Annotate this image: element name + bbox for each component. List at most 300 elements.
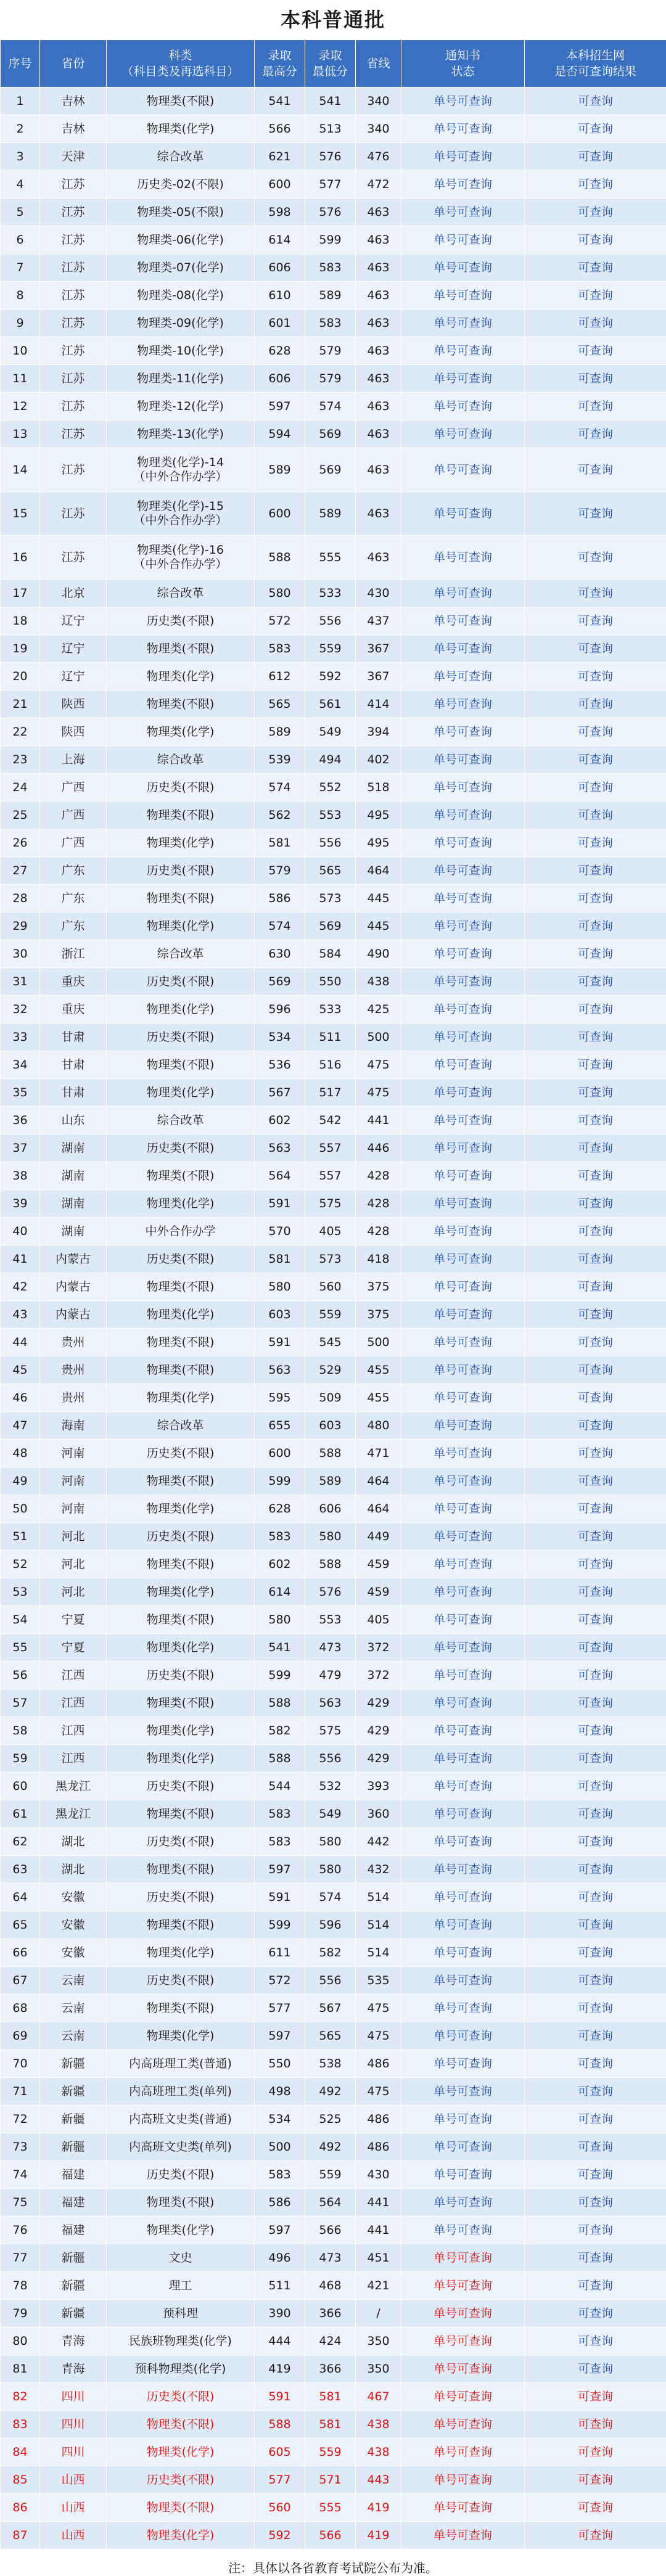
row-query-result[interactable]: 可查询 [525, 1218, 666, 1245]
row-notice-status[interactable]: 单号可查询 [401, 1356, 525, 1384]
table-row [1, 885, 666, 913]
row-province-line: 480 [356, 1412, 401, 1440]
row-notice-status[interactable]: 单号可查询 [401, 2244, 525, 2272]
row-query-result[interactable]: 可查询 [525, 2078, 666, 2106]
table-row [1, 1717, 666, 1745]
row-query-result[interactable]: 可查询 [525, 2439, 666, 2466]
row-max-score: 562 [255, 802, 305, 829]
table-row [1, 1911, 666, 1939]
row-query-result[interactable]: 可查询 [525, 2050, 666, 2078]
row-query-result[interactable]: 可查询 [525, 254, 666, 282]
row-notice-status[interactable]: 单号可查询 [401, 1606, 525, 1634]
row-query-result[interactable]: 可查询 [525, 448, 666, 492]
row-notice-status[interactable]: 单号可查询 [401, 802, 525, 829]
row-max-score: 500 [255, 2133, 305, 2161]
row-notice-status[interactable]: 单号可查询 [401, 1995, 525, 2022]
row-min-score: 366 [305, 2300, 356, 2328]
row-query-result[interactable]: 可查询 [525, 1551, 666, 1578]
row-query-result[interactable]: 可查询 [525, 1967, 666, 1995]
row-query-result[interactable]: 可查询 [525, 393, 666, 420]
row-notice-status[interactable]: 单号可查询 [401, 1911, 525, 1939]
row-notice-status[interactable]: 单号可查询 [401, 2189, 525, 2217]
row-max-score: 583 [255, 2161, 305, 2189]
row-notice-status[interactable]: 单号可查询 [401, 1495, 525, 1523]
row-province: 宁夏 [40, 1606, 107, 1634]
row-min-score: 580 [305, 1828, 356, 1856]
row-query-result[interactable]: 可查询 [525, 226, 666, 254]
row-notice-status[interactable]: 单号可查询 [401, 1412, 525, 1440]
row-notice-status[interactable]: 单号可查询 [401, 1051, 525, 1079]
row-province-line: 455 [356, 1384, 401, 1412]
row-notice-status[interactable]: 单号可查询 [401, 1828, 525, 1856]
row-query-result[interactable]: 可查询 [525, 199, 666, 226]
table-row [1, 1578, 666, 1606]
row-notice-status[interactable]: 单号可查询 [401, 1245, 525, 1273]
row-province-line: 430 [356, 2161, 401, 2189]
row-category: 历史类(不限) [107, 1440, 255, 1467]
row-query-result[interactable]: 可查询 [525, 1079, 666, 1107]
row-query-result[interactable]: 可查询 [525, 1051, 666, 1079]
row-min-score: 545 [305, 1329, 356, 1356]
row-province-line: 414 [356, 691, 401, 718]
row-notice-status[interactable]: 单号可查询 [401, 2217, 525, 2244]
row-query-result[interactable]: 可查询 [525, 774, 666, 802]
row-notice-status[interactable]: 单号可查询 [401, 1134, 525, 1162]
row-notice-status[interactable]: 单号可查询 [401, 1967, 525, 1995]
row-notice-status[interactable]: 单号可查询 [401, 2383, 525, 2411]
row-notice-status[interactable]: 单号可查询 [401, 393, 525, 420]
table-row [1, 1467, 666, 1495]
row-index: 63 [1, 1856, 40, 1884]
row-category: 历史类(不限) [107, 2161, 255, 2189]
row-query-result[interactable]: 可查询 [525, 2522, 666, 2549]
row-notice-status[interactable]: 单号可查询 [401, 2272, 525, 2300]
row-query-result[interactable]: 可查询 [525, 857, 666, 885]
row-notice-status[interactable]: 单号可查询 [401, 1218, 525, 1245]
row-min-score: 559 [305, 2439, 356, 2466]
row-notice-status[interactable]: 单号可查询 [401, 1773, 525, 1800]
row-notice-status[interactable]: 单号可查询 [401, 143, 525, 171]
row-notice-status[interactable]: 单号可查询 [401, 2050, 525, 2078]
row-query-result[interactable]: 可查询 [525, 1412, 666, 1440]
row-query-result[interactable]: 可查询 [525, 663, 666, 691]
row-query-result[interactable]: 可查询 [525, 2411, 666, 2439]
row-notice-status[interactable]: 单号可查询 [401, 1578, 525, 1606]
row-notice-status[interactable]: 单号可查询 [401, 774, 525, 802]
row-query-result[interactable]: 可查询 [525, 2328, 666, 2355]
row-min-score: 366 [305, 2355, 356, 2383]
row-notice-status[interactable]: 单号可查询 [401, 171, 525, 199]
row-query-result[interactable]: 可查询 [525, 1939, 666, 1967]
row-min-score: 405 [305, 1218, 356, 1245]
row-notice-status[interactable]: 单号可查询 [401, 1467, 525, 1495]
row-notice-status[interactable]: 单号可查询 [401, 420, 525, 448]
table-row [1, 2272, 666, 2300]
row-notice-status[interactable]: 单号可查询 [401, 199, 525, 226]
row-province-line: 429 [356, 1689, 401, 1717]
row-index: 64 [1, 1884, 40, 1911]
row-notice-status[interactable]: 单号可查询 [401, 2355, 525, 2383]
row-index: 29 [1, 913, 40, 940]
row-notice-status[interactable]: 单号可查询 [401, 718, 525, 746]
row-query-result[interactable]: 可查询 [525, 1828, 666, 1856]
row-min-score: 556 [305, 1745, 356, 1773]
row-min-score: 589 [305, 282, 356, 310]
row-notice-status[interactable]: 单号可查询 [401, 2439, 525, 2466]
row-notice-status[interactable]: 单号可查询 [401, 88, 525, 115]
row-province: 河南 [40, 1440, 107, 1467]
row-category: 物理类(不限) [107, 1856, 255, 1884]
row-query-result[interactable]: 可查询 [525, 282, 666, 310]
row-query-result[interactable]: 可查询 [525, 2355, 666, 2383]
row-index: 77 [1, 2244, 40, 2272]
row-query-result[interactable]: 可查询 [525, 1273, 666, 1301]
row-notice-status[interactable]: 单号可查询 [401, 337, 525, 365]
row-query-result[interactable]: 可查询 [525, 2217, 666, 2244]
row-index: 10 [1, 337, 40, 365]
row-province: 湖南 [40, 1162, 107, 1190]
row-max-score: 589 [255, 448, 305, 492]
row-province: 黑龙江 [40, 1773, 107, 1800]
row-query-result[interactable]: 可查询 [525, 1495, 666, 1523]
row-notice-status[interactable]: 单号可查询 [401, 365, 525, 393]
row-category: 物理类(化学)-15 （中外合作办学） [107, 492, 255, 536]
row-province-line: 340 [356, 88, 401, 115]
row-query-result[interactable]: 可查询 [525, 1440, 666, 1467]
row-province: 重庆 [40, 996, 107, 1023]
row-province-line: 463 [356, 310, 401, 337]
row-province: 江苏 [40, 226, 107, 254]
row-query-result[interactable]: 可查询 [525, 2494, 666, 2522]
row-query-result[interactable]: 可查询 [525, 1523, 666, 1551]
row-query-result[interactable]: 可查询 [525, 691, 666, 718]
table-row [1, 940, 666, 968]
row-query-result[interactable]: 可查询 [525, 1689, 666, 1717]
row-province-line: 464 [356, 1495, 401, 1523]
row-notice-status[interactable]: 单号可查询 [401, 2328, 525, 2355]
table-row [1, 2383, 666, 2411]
row-query-result[interactable]: 可查询 [525, 1578, 666, 1606]
table-row [1, 2355, 666, 2383]
row-query-result[interactable]: 可查询 [525, 1384, 666, 1412]
row-query-result[interactable]: 可查询 [525, 1773, 666, 1800]
row-notice-status[interactable]: 单号可查询 [401, 691, 525, 718]
row-notice-status[interactable]: 单号可查询 [401, 1884, 525, 1911]
row-notice-status[interactable]: 单号可查询 [401, 1190, 525, 1218]
row-query-result[interactable]: 可查询 [525, 2133, 666, 2161]
row-notice-status[interactable]: 单号可查询 [401, 1301, 525, 1329]
row-notice-status[interactable]: 单号可查询 [401, 2494, 525, 2522]
row-query-result[interactable]: 可查询 [525, 1606, 666, 1634]
row-notice-status[interactable]: 单号可查询 [401, 2106, 525, 2133]
row-notice-status[interactable]: 单号可查询 [401, 2161, 525, 2189]
header-category: 科类 （科目类及再选科目） [107, 40, 255, 88]
row-min-score: 566 [305, 2522, 356, 2549]
row-index: 66 [1, 1939, 40, 1967]
row-max-score: 591 [255, 1329, 305, 1356]
row-index: 83 [1, 2411, 40, 2439]
row-notice-status[interactable]: 单号可查询 [401, 1551, 525, 1578]
row-query-result[interactable]: 可查询 [525, 2466, 666, 2494]
header-province-line: 省线 [356, 40, 401, 88]
row-min-score: 580 [305, 1523, 356, 1551]
table-row [1, 1162, 666, 1190]
row-max-score: 583 [255, 1523, 305, 1551]
row-province-line: 437 [356, 607, 401, 635]
row-notice-status[interactable]: 单号可查询 [401, 913, 525, 940]
row-category: 物理类(化学) [107, 996, 255, 1023]
table-row [1, 1689, 666, 1717]
row-province-line: 463 [356, 337, 401, 365]
row-notice-status[interactable]: 单号可查询 [401, 1717, 525, 1745]
row-query-result[interactable]: 可查询 [525, 536, 666, 580]
row-query-result[interactable]: 可查询 [525, 2022, 666, 2050]
row-query-result[interactable]: 可查询 [525, 996, 666, 1023]
row-index: 23 [1, 746, 40, 774]
row-query-result[interactable]: 可查询 [525, 802, 666, 829]
row-query-result[interactable]: 可查询 [525, 337, 666, 365]
row-notice-status[interactable]: 单号可查询 [401, 1856, 525, 1884]
row-notice-status[interactable]: 单号可查询 [401, 607, 525, 635]
row-notice-status[interactable]: 单号可查询 [401, 1523, 525, 1551]
row-query-result[interactable]: 可查询 [525, 718, 666, 746]
row-notice-status[interactable]: 单号可查询 [401, 2133, 525, 2161]
row-province: 湖北 [40, 1828, 107, 1856]
row-query-result[interactable]: 可查询 [525, 940, 666, 968]
row-notice-status[interactable]: 单号可查询 [401, 1384, 525, 1412]
row-min-score: 541 [305, 88, 356, 115]
row-notice-status[interactable]: 单号可查询 [401, 1329, 525, 1356]
row-notice-status[interactable]: 单号可查询 [401, 885, 525, 913]
row-province: 安徽 [40, 1884, 107, 1911]
row-query-result[interactable]: 可查询 [525, 310, 666, 337]
row-query-result[interactable]: 可查询 [525, 829, 666, 857]
row-notice-status[interactable]: 单号可查询 [401, 940, 525, 968]
row-notice-status[interactable]: 单号可查询 [401, 635, 525, 663]
row-query-result[interactable]: 可查询 [525, 492, 666, 536]
row-province: 湖南 [40, 1190, 107, 1218]
table-row [1, 774, 666, 802]
row-province: 辽宁 [40, 607, 107, 635]
row-query-result[interactable]: 可查询 [525, 580, 666, 607]
header-max-score: 录取 最高分 [255, 40, 305, 88]
row-query-result[interactable]: 可查询 [525, 1134, 666, 1162]
row-index: 69 [1, 2022, 40, 2050]
row-query-result[interactable]: 可查询 [525, 1995, 666, 2022]
row-notice-status[interactable]: 单号可查询 [401, 968, 525, 996]
row-query-result[interactable]: 可查询 [525, 171, 666, 199]
row-province: 广东 [40, 913, 107, 940]
table-row [1, 143, 666, 171]
row-query-result[interactable]: 可查询 [525, 1634, 666, 1662]
row-query-result[interactable]: 可查询 [525, 2272, 666, 2300]
row-max-score: 589 [255, 718, 305, 746]
table-row [1, 2411, 666, 2439]
row-notice-status[interactable]: 单号可查询 [401, 448, 525, 492]
row-min-score: 509 [305, 1384, 356, 1412]
row-index: 80 [1, 2328, 40, 2355]
row-province-line: 367 [356, 635, 401, 663]
row-category: 物理类(化学)-14 （中外合作办学） [107, 448, 255, 492]
row-category: 历史类(不限) [107, 1662, 255, 1689]
row-query-result[interactable]: 可查询 [525, 143, 666, 171]
row-notice-status[interactable]: 单号可查询 [401, 580, 525, 607]
row-notice-status[interactable]: 单号可查询 [401, 1079, 525, 1107]
table-row [1, 746, 666, 774]
row-min-score: 557 [305, 1162, 356, 1190]
row-province-line: 463 [356, 536, 401, 580]
row-notice-status[interactable]: 单号可查询 [401, 663, 525, 691]
row-notice-status[interactable]: 单号可查询 [401, 1107, 525, 1134]
table-row [1, 1218, 666, 1245]
row-notice-status[interactable]: 单号可查询 [401, 1440, 525, 1467]
row-province-line: 428 [356, 1190, 401, 1218]
row-min-score: 559 [305, 1301, 356, 1329]
row-query-result[interactable]: 可查询 [525, 1190, 666, 1218]
row-query-result[interactable]: 可查询 [525, 2106, 666, 2133]
row-query-result[interactable]: 可查询 [525, 420, 666, 448]
row-category: 物理类(化学) [107, 829, 255, 857]
row-query-result[interactable]: 可查询 [525, 968, 666, 996]
row-notice-status[interactable]: 单号可查询 [401, 310, 525, 337]
table-row [1, 536, 666, 580]
row-notice-status[interactable]: 单号可查询 [401, 1662, 525, 1689]
table-row [1, 282, 666, 310]
row-query-result[interactable]: 可查询 [525, 1107, 666, 1134]
row-notice-status[interactable]: 单号可查询 [401, 2022, 525, 2050]
row-max-score: 567 [255, 1079, 305, 1107]
row-query-result[interactable]: 可查询 [525, 1356, 666, 1384]
row-query-result[interactable]: 可查询 [525, 2244, 666, 2272]
row-notice-status[interactable]: 单号可查询 [401, 226, 525, 254]
row-index: 87 [1, 2522, 40, 2549]
row-max-score: 390 [255, 2300, 305, 2328]
row-province-line: 372 [356, 1662, 401, 1689]
row-index: 61 [1, 1800, 40, 1828]
row-notice-status[interactable]: 单号可查询 [401, 2522, 525, 2549]
row-notice-status[interactable]: 单号可查询 [401, 282, 525, 310]
row-notice-status[interactable]: 单号可查询 [401, 857, 525, 885]
row-notice-status[interactable]: 单号可查询 [401, 1162, 525, 1190]
row-query-result[interactable]: 可查询 [525, 1023, 666, 1051]
row-notice-status[interactable]: 单号可查询 [401, 1689, 525, 1717]
table-row [1, 718, 666, 746]
row-query-result[interactable]: 可查询 [525, 2300, 666, 2328]
row-query-result[interactable]: 可查询 [525, 1245, 666, 1273]
row-notice-status[interactable]: 单号可查询 [401, 829, 525, 857]
row-min-score: 573 [305, 885, 356, 913]
table-row [1, 607, 666, 635]
row-min-score: 525 [305, 2106, 356, 2133]
row-index: 58 [1, 1717, 40, 1745]
row-index: 12 [1, 393, 40, 420]
row-min-score: 574 [305, 1884, 356, 1911]
row-category: 物理类(不限) [107, 1995, 255, 2022]
row-max-score: 612 [255, 663, 305, 691]
row-max-score: 596 [255, 996, 305, 1023]
row-query-result[interactable]: 可查询 [525, 1717, 666, 1745]
row-query-result[interactable]: 可查询 [525, 913, 666, 940]
row-query-result[interactable]: 可查询 [525, 1301, 666, 1329]
row-notice-status[interactable]: 单号可查询 [401, 2411, 525, 2439]
row-notice-status[interactable]: 单号可查询 [401, 2300, 525, 2328]
row-notice-status[interactable]: 单号可查询 [401, 746, 525, 774]
row-min-score: 552 [305, 774, 356, 802]
row-notice-status[interactable]: 单号可查询 [401, 1273, 525, 1301]
row-query-result[interactable]: 可查询 [525, 635, 666, 663]
row-query-result[interactable]: 可查询 [525, 1800, 666, 1828]
row-category: 物理类(不限) [107, 691, 255, 718]
row-query-result[interactable]: 可查询 [525, 885, 666, 913]
row-query-result[interactable]: 可查询 [525, 1162, 666, 1190]
row-province-line: 360 [356, 1800, 401, 1828]
row-category: 物理类(不限) [107, 1606, 255, 1634]
row-notice-status[interactable]: 单号可查询 [401, 492, 525, 536]
row-min-score: 579 [305, 337, 356, 365]
row-min-score: 556 [305, 1967, 356, 1995]
row-query-result[interactable]: 可查询 [525, 2189, 666, 2217]
row-query-result[interactable]: 可查询 [525, 88, 666, 115]
row-query-result[interactable]: 可查询 [525, 746, 666, 774]
row-min-score: 565 [305, 2022, 356, 2050]
row-notice-status[interactable]: 单号可查询 [401, 1939, 525, 1967]
row-province: 贵州 [40, 1329, 107, 1356]
row-notice-status[interactable]: 单号可查询 [401, 2078, 525, 2106]
row-index: 44 [1, 1329, 40, 1356]
row-max-score: 597 [255, 1856, 305, 1884]
row-notice-status[interactable]: 单号可查询 [401, 1745, 525, 1773]
row-province: 天津 [40, 143, 107, 171]
row-query-result[interactable]: 可查询 [525, 1911, 666, 1939]
row-max-score: 570 [255, 1218, 305, 1245]
table-row [1, 1939, 666, 1967]
row-notice-status[interactable]: 单号可查询 [401, 536, 525, 580]
row-query-result[interactable]: 可查询 [525, 1745, 666, 1773]
row-notice-status[interactable]: 单号可查询 [401, 1800, 525, 1828]
row-province: 山东 [40, 1107, 107, 1134]
row-query-result[interactable]: 可查询 [525, 2161, 666, 2189]
row-min-score: 559 [305, 635, 356, 663]
row-query-result[interactable]: 可查询 [525, 115, 666, 143]
row-query-result[interactable]: 可查询 [525, 1856, 666, 1884]
row-province-line: 429 [356, 1717, 401, 1745]
row-query-result[interactable]: 可查询 [525, 2383, 666, 2411]
row-min-score: 592 [305, 663, 356, 691]
row-notice-status[interactable]: 单号可查询 [401, 996, 525, 1023]
row-notice-status[interactable]: 单号可查询 [401, 1634, 525, 1662]
row-province: 江苏 [40, 492, 107, 536]
row-category: 历史类(不限) [107, 1967, 255, 1995]
table-row [1, 1884, 666, 1911]
row-category: 物理类(不限) [107, 1051, 255, 1079]
row-notice-status[interactable]: 单号可查询 [401, 254, 525, 282]
row-category: 物理类(化学) [107, 1939, 255, 1967]
row-notice-status[interactable]: 单号可查询 [401, 115, 525, 143]
row-index: 22 [1, 718, 40, 746]
row-query-result[interactable]: 可查询 [525, 1329, 666, 1356]
row-notice-status[interactable]: 单号可查询 [401, 2466, 525, 2494]
header-province: 省份 [40, 40, 107, 88]
row-query-result[interactable]: 可查询 [525, 1467, 666, 1495]
row-min-score: 532 [305, 1773, 356, 1800]
row-query-result[interactable]: 可查询 [525, 607, 666, 635]
row-query-result[interactable]: 可查询 [525, 1662, 666, 1689]
row-query-result[interactable]: 可查询 [525, 365, 666, 393]
row-min-score: 513 [305, 115, 356, 143]
row-notice-status[interactable]: 单号可查询 [401, 1023, 525, 1051]
row-query-result[interactable]: 可查询 [525, 1884, 666, 1911]
row-min-score: 559 [305, 2161, 356, 2189]
